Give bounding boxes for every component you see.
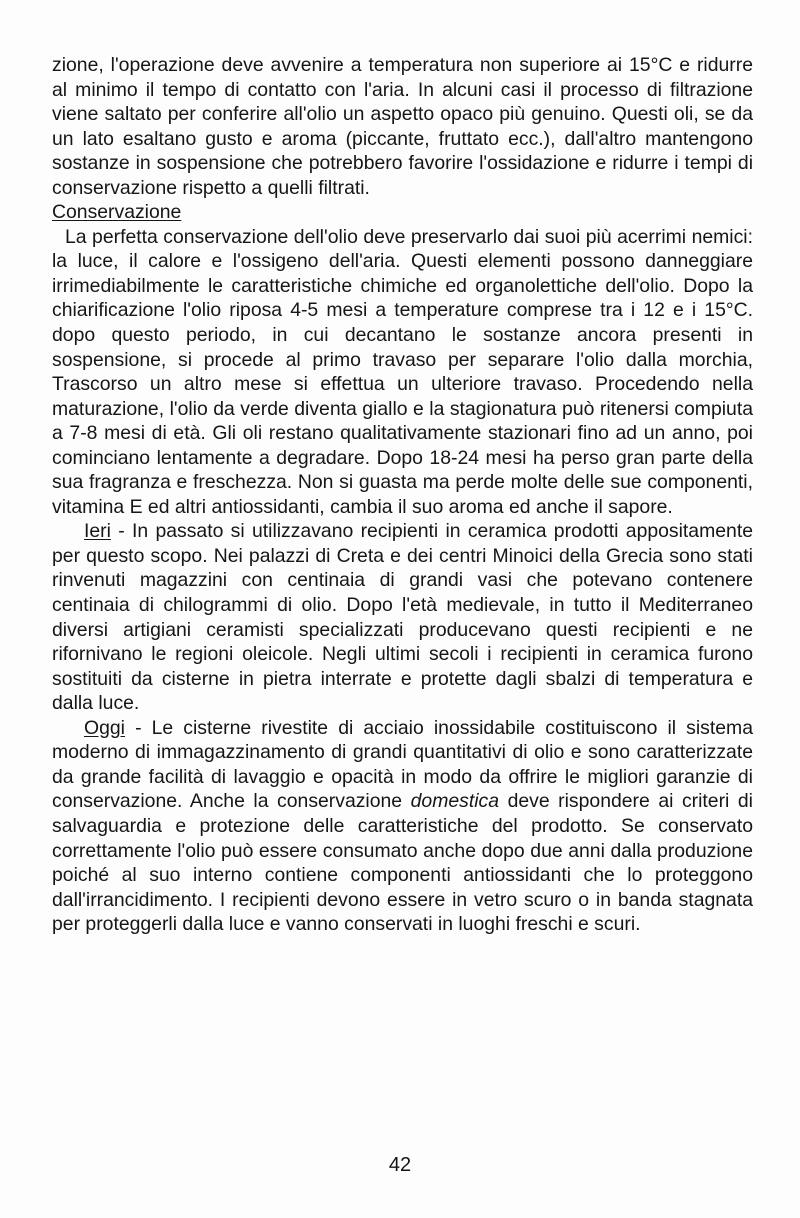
emphasis-domestica: domestica [410,790,500,813]
paragraph-filtration: zione, l'operazione deve avvenire a temperatura non superiore ai 15°C e ridurre al minimo il tempo di contatto con l'aria. In alcuni casi il processo di filtrazione viene saltato per conferire all'olio un aspetto opaco più genuino. Questi oli, se da un lato esaltano gusto e aroma (piccante, fruttato ecc.), dall'altro mantengono sostanze in sospensione che potrebbero favorire l'ossidazione e ridurre i tempi di conservazione rispetto a quelli filtrati. [52,54,753,199]
paragraph-oggi [52,716,753,937]
paragraph-ieri [52,519,753,715]
section-heading-conservazione: Conservazione [52,201,182,224]
label-ieri: Ieri [84,520,111,543]
page-number: 42 [388,1154,412,1176]
text-oggi-b: deve rispondere ai criteri di salvaguardia e protezione delle caratteristiche del prodotto. Se conservato correttamente l'olio può essere consumato anche dopo due anni dalla produzione poiché al suo interno contiene componenti antiossidanti che lo proteggono dall'irrancidimento. I recipienti devono essere in vetro scuro o in banda stagnata per proteggerli dalla luce e vanno conservati in luoghi freschi e scuri. [52,790,753,936]
label-oggi: Oggi [84,716,125,739]
page-body [52,53,753,937]
text-oggi-a: - Le cisterne rivestite di acciaio inossidabile costituiscono il sistema moderno di immagazzinamento di grandi quantitativi di olio e sono caratterizzate da grande facilità di lavaggio e opacità in modo da offrire le migliori garanzie di conservazione. Anche la conservazione [52,716,753,813]
text-ieri: - In passato si utilizzavano recipienti in ceramica prodotti appositamente per questo scopo. Nei palazzi di Creta e dei centri Minoici della Grecia sono stati rinvenuti magazzini con centinaia di grandi vasi che potevano contenere centinaia di chilogrammi di olio. Dopo l'età medievale, in tutto il Mediterraneo diversi artigiani ceramisti specializzati producevano questi recipienti e ne rifornivano le regioni oleicole. Negli ultimi secoli i recipienti in ceramica furono sostituiti da cisterne in pietra interrate e protette dagli sbalzi di temperatura e dalla luce. [52,520,753,715]
paragraph-conservation: La perfetta conservazione dell'olio deve preservarlo dai suoi più acerrimi nemici: la luce, il calore e l'ossigeno dell'aria. Questi elementi possono danneggiare irrimediabilmente le caratteristiche chimiche ed organolettiche dell'olio. Dopo la chiarificazione l'olio riposa 4-5 mesi a temperature comprese tra i 12 e i 15°C. dopo questo periodo, in cui decantano le sostanze ancora presenti in sospensione, si procede al primo travaso per separare l'olio dalla morchia, Trascorso un altro mese si effettua un ulteriore travaso. Procedendo nella maturazione, l'olio da verde diventa giallo e la stagionatura può ritenersi compiuta a 7-8 mesi di età. Gli oli restano qualitativamente stazionari fino ad un anno, poi cominciano lentamente a degradare. Dopo 18-24 mesi ha perso gran parte della sua fragranza e freschezza. Non si guasta ma perde molte delle sue componenti, vitamina E ed altri antiossidanti, cambia il suo aroma ed anche il sapore. [52,225,753,518]
